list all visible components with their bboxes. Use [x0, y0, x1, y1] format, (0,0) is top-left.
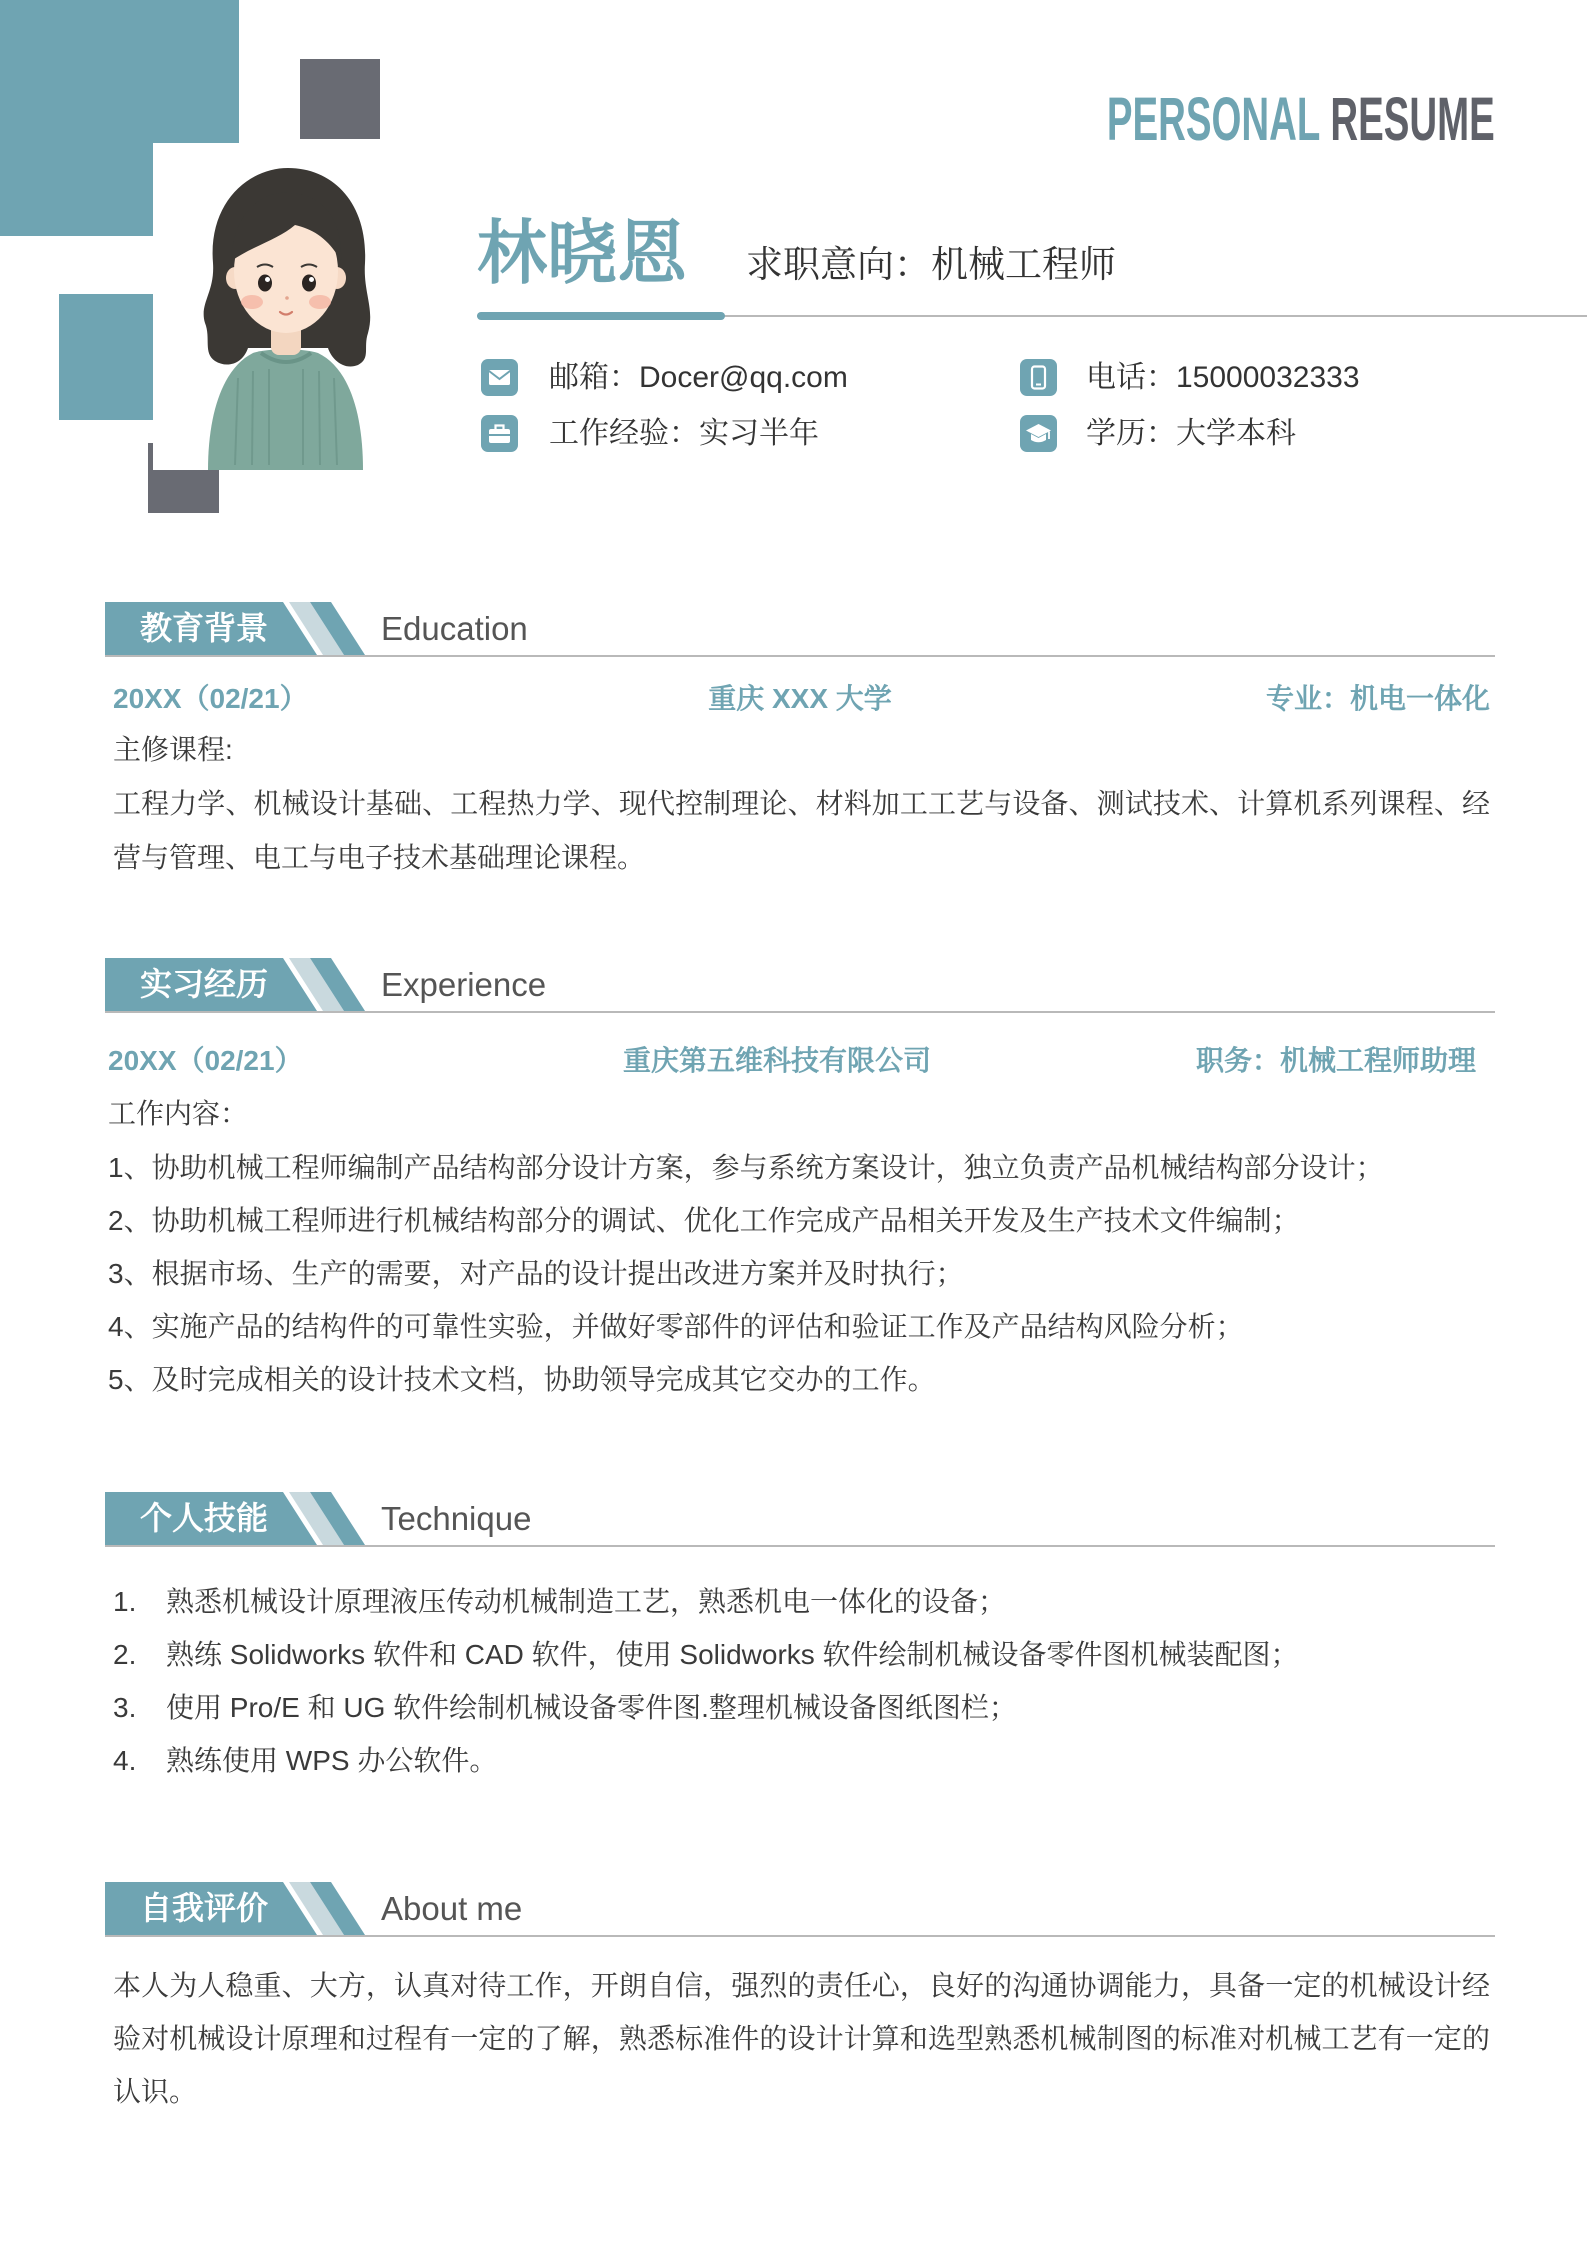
list-item: 4、实施产品的结构件的可靠性实验，并做好零部件的评估和验证工作及产品结构风险分析； — [108, 1311, 1244, 1342]
phone-icon — [1020, 359, 1057, 396]
list-item — [113, 1734, 1493, 1787]
contact-phone: 电话：15000032333 — [1086, 361, 1360, 394]
list-item-text: 使用 Pro/E 和 UG 软件绘制机械设备零件图.整理机械设备图纸图栏； — [166, 1692, 1017, 1723]
mail-icon — [481, 359, 518, 396]
courses-label: 主修课程: — [113, 734, 233, 765]
contact-email: 邮箱：Docer@qq.com — [549, 361, 848, 394]
graduation-cap-icon — [1020, 415, 1057, 452]
work-content-label: 工作内容： — [108, 1098, 249, 1129]
work-content-list — [108, 1141, 1498, 1406]
section-subtitle: About me — [381, 1890, 523, 1927]
avatar-illustration — [153, 143, 387, 470]
list-item-text: 熟练 Solidworks 软件和 CAD 软件，使用 Solidworks 软件绘制机械设备零件图机械装配图； — [166, 1639, 1299, 1670]
list-item: 1、协助机械工程师编制产品结构部分设计方案，参与系统方案设计，独立负责产品机械结构部分设计； — [108, 1152, 1384, 1183]
name-accent-bar — [477, 312, 725, 320]
resume-heading — [1107, 85, 1495, 153]
decor-teal-square-small — [59, 294, 155, 420]
decor-gray-square-top — [300, 59, 380, 139]
section-subtitle: Technique — [381, 1500, 532, 1537]
list-item-text: 熟练使用 WPS 办公软件。 — [166, 1745, 498, 1776]
experience-company: 重庆第五维科技有限公司 — [622, 1045, 931, 1076]
briefcase-icon — [481, 415, 518, 452]
education-date: 20XX（02/21） — [113, 683, 308, 714]
experience-date: 20XX（02/21） — [108, 1045, 303, 1076]
list-item: 2、协助机械工程师进行机械结构部分的调试、优化工作完成产品相关开发及生产技术文件编制； — [108, 1205, 1300, 1236]
avatar — [153, 143, 387, 470]
skills-list — [113, 1575, 1493, 1787]
education-school: 重庆 XXX 大学 — [708, 683, 892, 714]
section-title: 教育背景 — [140, 610, 269, 646]
resume-heading-personal: PERSONAL — [1107, 85, 1320, 153]
section-header-experience — [105, 958, 1495, 1013]
list-item: 5、及时完成相关的设计技术文档，协助领导完成其它交办的工作。 — [108, 1364, 936, 1395]
experience-position: 职务：机械工程师助理 — [1195, 1045, 1476, 1076]
section-title: 自我评价 — [140, 1890, 269, 1926]
list-item — [113, 1628, 1493, 1681]
section-subtitle: Education — [381, 610, 528, 647]
list-item-number: 3. — [113, 1692, 137, 1723]
courses-text: 工程力学、机械设计基础、工程热力学、现代控制理论、材料加工工艺与设备、测试技术、计算机系列课程、经营与管理、电工与电子技术基础理论课程。 — [113, 788, 1490, 873]
list-item — [113, 1681, 1493, 1734]
section-title: 个人技能 — [140, 1500, 269, 1536]
section-title: 实习经历 — [140, 966, 269, 1002]
list-item: 3、根据市场、生产的需要，对产品的设计提出改进方案并及时执行； — [108, 1258, 964, 1289]
education-major: 专业：机电一体化 — [1265, 683, 1490, 714]
section-subtitle: Experience — [381, 966, 547, 1003]
about-me-text: 本人为人稳重、大方，认真对待工作，开朗自信，强烈的责任心，良好的沟通协调能力，具备一定的机械设计经验对机械设计原理和过程有一定的了解，熟悉标准件的设计计算和选型熟悉机械制图的标准对机械工艺有一定的认识。 — [113, 1970, 1490, 2107]
list-item-number: 1. — [113, 1586, 137, 1617]
job-objective: 求职意向：机械工程师 — [746, 244, 1116, 285]
list-item-text: 熟悉机械设计原理液压传动机械制造工艺，熟悉机电一体化的设备； — [166, 1586, 1007, 1617]
resume-heading-resume: RESUME — [1330, 85, 1495, 153]
section-header-skills — [105, 1492, 1495, 1547]
list-item-number: 2. — [113, 1639, 137, 1670]
contact-experience: 工作经验：实习半年 — [549, 417, 819, 450]
list-item — [113, 1575, 1493, 1628]
contact-education: 学历：大学本科 — [1086, 417, 1296, 450]
section-header-about — [105, 1882, 1495, 1937]
candidate-name: 林晓恩 — [477, 214, 687, 292]
section-header-education — [105, 602, 1495, 657]
list-item-number: 4. — [113, 1745, 137, 1776]
